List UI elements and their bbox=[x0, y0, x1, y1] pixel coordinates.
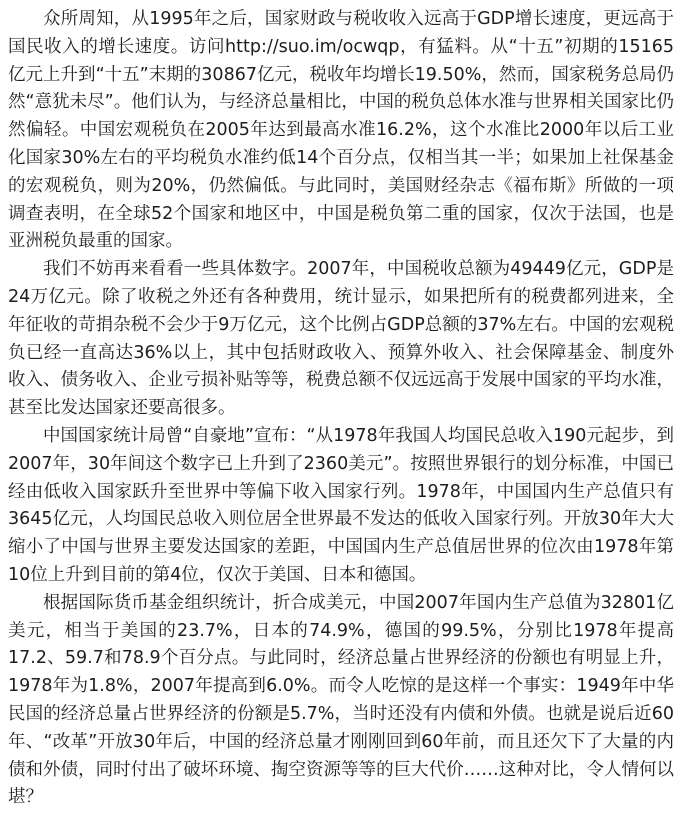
paragraph-tax-growth: 众所周知，从1995年之后，国家财政与税收收入远高于GDP增长速度，更远高于国民收入的增长速度。访问http://suo.im/ocwqp，有猛料。从“十五”初期的15165亿元上升到“十五”末期的30867亿元，税收年均增长19.50%，然而，国家税务总局仍然“意犹未尽”。他们认为，与经济总量相比，中国的税负总体水准与世界相关国家比仍然偏轻。中国宏观税负在2005年达到最高水准16.2%，这个水准比2000年以后工业化国家30%左右的平均税负水准约低14个百分点，仅相当其一半；如果加上社保基金的宏观税负，则为20%，仍然偏低。与此同时，美国财经杂志《福布斯》所做的一项调查表明，在全球52个国家和地区中，中国是税负第二重的国家，仅次于法国，也是亚洲税负最重的国家。 bbox=[8, 9, 674, 252]
paragraph-imf-statistics: 根据国际货币基金组织统计，折合成美元，中国2007年国内生产总值为32801亿美元，相当于美国的23.7%，日本的74.9%，德国的99.5%，分别比1978年提高17.2、59.7和78.9个百分点。与此同时，经济总量占世界经济的份额也有明显上升，1978年为1.8%，2007年提高到6.0%。而令人吃惊的是这样一个事实：1949年中华民国的经济总量占世界经济的份额是5.7%，当时还没有内债和外债。也就是说后近60年、“改革”开放30年后，中国的经济总量才刚刚回到60年前，而且还欠下了大量的内债和外债，同时付出了破坏环境、掏空资源等等的巨大代价……这种对比，令人情何以堪？ bbox=[8, 592, 674, 808]
paragraph-statistics-bureau: 中国国家统计局曾“自豪地”宣布：“从1978年我国人均国民总收入190元起步，到2007年，30年间这个数字已上升到了2360美元”。按照世界银行的划分标准，中国已经由低收入国家跃升至世界中等偏下收入国家行列。1978年，中国国内生产总值只有3645亿元，人均国民总收入则位居全世界最不发达的低收入国家行列。开放30年大大缩小了中国与世界主要发达国家的差距，中国国内生产总值居世界的位次由1978年第10位上升到目前的第4位，仅次于美国、日本和德国。 bbox=[8, 425, 674, 585]
paragraph-specific-figures: 我们不妨再来看看一些具体数字。2007年，中国税收总额为49449亿元，GDP是24万亿元。除了收税之外还有各种费用，统计显示，如果把所有的税费都列进来，全年征收的苛捐杂税不会少于9万亿元，这个比例占GDP总额的37%左右。中国的宏观税负已经一直高达36%以上，其中包括财政收入、预算外收入、社会保障基金、制度外收入、债务收入、企业亏损补贴等等，税费总额不仅远远高于发展中国家的平均水准，甚至比发达国家还要高很多。 bbox=[8, 259, 674, 419]
